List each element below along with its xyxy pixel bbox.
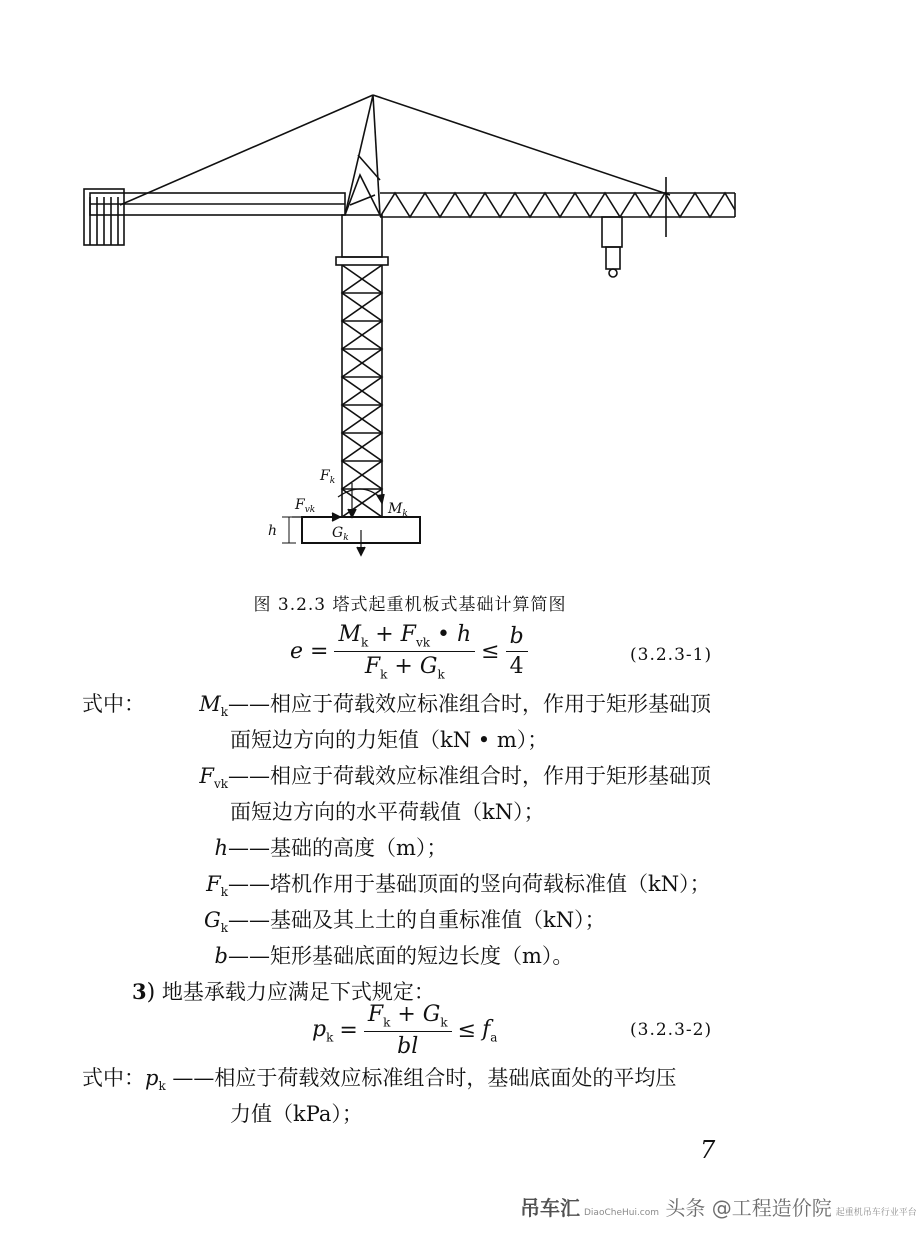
def-pk-cont: 力值（kPa）； [230, 1102, 363, 1126]
figure-caption: 图 3.2.3 塔式起重机板式基础计算简图 [253, 595, 567, 615]
def-mk-cont: 面短边方向的力矩值（kN • m）； [230, 728, 549, 752]
formula1-fraction: $\frac{M_k + F_{vk} • h}{F_k + G_k}$ [334, 622, 475, 682]
watermark: 吊车汇 DiaoCheHui.com 头条 @工程造价院 起重机吊车行业平台 [520, 1196, 917, 1220]
def-gk: $G_k——$基础及其上土的自重标准值（kN）； [203, 908, 606, 936]
def-mk: $M_k——$相应于荷载效应标准组合时，作用于矩形基础顶 [199, 692, 711, 720]
label-fk: $F_k$ [320, 468, 336, 486]
def-b: b——矩形基础底面的短边长度（m）。 [214, 944, 574, 968]
where-label: 式中： [82, 692, 145, 716]
formula2-fraction: $\frac{F_k + G_k}{bl}$ [364, 1002, 452, 1059]
page-number: 7 [700, 1136, 716, 1164]
formula1-lhs: e = [290, 639, 329, 665]
formula-eccentricity [290, 622, 534, 682]
label-gk: $G_k$ [332, 525, 349, 543]
def-h: h——基础的高度（m）； [214, 836, 448, 860]
label-h: h [268, 523, 278, 539]
def-pk: 式中：$p_k$ ——相应于荷载效应标准组合时，基础底面处的平均压 [82, 1066, 677, 1094]
equation-number-2: (3.2.3-2) [630, 1020, 713, 1040]
formula1-rhs-fraction: $\frac{b}{4}$ [506, 624, 528, 679]
def-fvk-cont: 面短边方向的水平荷载值（kN）； [230, 800, 545, 824]
def-fvk: $F_{vk}——$相应于荷载效应标准组合时，作用于矩形基础顶 [199, 764, 711, 792]
formula1-leq: ≤ [481, 639, 500, 665]
formula-bearing-pressure: $p_k$ = $\frac{F_k + G_k}{bl}$ ≤ $f_a$ [312, 1002, 498, 1060]
label-fvk: $F_{vk}$ [295, 497, 316, 515]
item-3: 3) 地基承载力应满足下式规定： [132, 979, 435, 1005]
def-fk: $F_k——$塔机作用于基础顶面的竖向荷载标准值（kN）； [206, 872, 711, 900]
tower-crane-diagram [70, 85, 770, 565]
equation-number-1: (3.2.3-1) [630, 645, 713, 665]
label-mk: $M_k$ [388, 501, 408, 519]
